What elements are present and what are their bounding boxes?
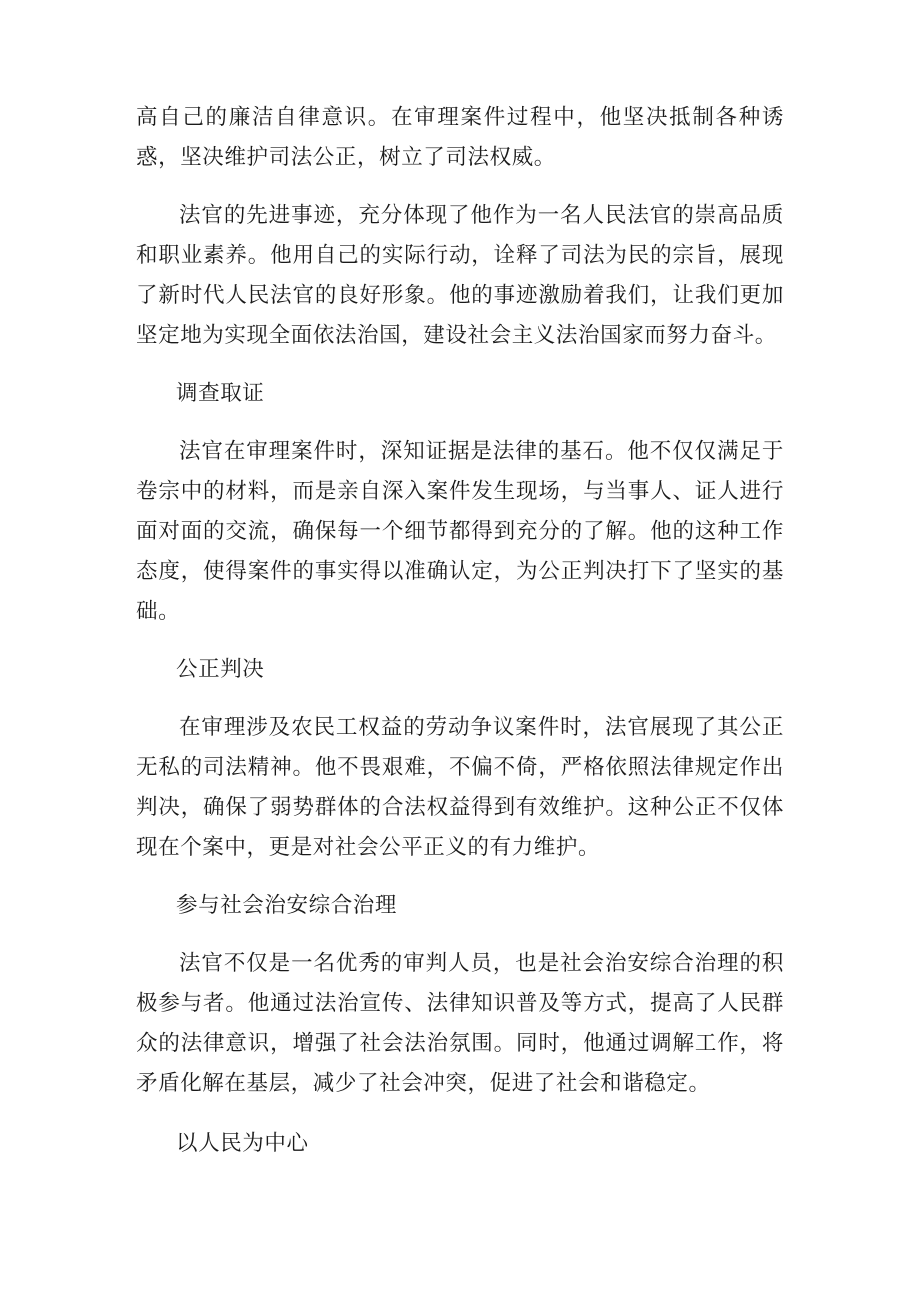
paragraph-summary: 法官的先进事迹，充分体现了他作为一名人民法官的崇高品质和职业素养。他用自己的实际行动，诠释了司法为民的宗旨，展现了新时代人民法官的良好形象。他的事迹激励着我们，让我们更加坚定地为实现全面依法治国，建设社会主义法治国家而努力奋斗。 <box>136 203 784 348</box>
section-heading-social-governance: 参与社会治安综合治理 <box>176 893 398 918</box>
paragraph-investigation: 法官在审理案件时，深知证据是法律的基石。他不仅仅满足于卷宗中的材料，而是亲自深入案件发生现场，与当事人、证人进行面对面的交流，确保每一个细节都得到充分的了解。他的这种工作态度，使得案件的事实得以准确认定，为公正判决打下了坚实的基础。 <box>136 439 784 624</box>
paragraph-social-governance: 法官不仅是一名优秀的审判人员，也是社会治安综合治理的积极参与者。他通过法治宣传、法律知识普及等方式，提高了人民群众的法律意识，增强了社会法治氛围。同时，他通过调解工作，将矛盾化解在基层，减少了社会冲突，促进了社会和谐稳定。 <box>136 951 784 1096</box>
section-heading-investigation: 调查取证 <box>176 381 265 406</box>
paragraph-continuation: 高自己的廉洁自律意识。在审理案件过程中，他坚决抵制各种诱惑，坚决维护司法公正，树立了司法权威。 <box>136 105 784 170</box>
document-page <box>136 98 784 1164</box>
section-heading-people-centered: 以人民为中心 <box>176 1131 309 1156</box>
section-heading-fair-judgment: 公正判决 <box>176 657 265 682</box>
paragraph-fair-judgment: 在审理涉及农民工权益的劳动争议案件时，法官展现了其公正无私的司法精神。他不畏艰难，不偏不倚，严格依照法律规定作出判决，确保了弱势群体的合法权益得到有效维护。这种公正不仅体现在个案中，更是对社会公平正义的有力维护。 <box>136 715 784 860</box>
